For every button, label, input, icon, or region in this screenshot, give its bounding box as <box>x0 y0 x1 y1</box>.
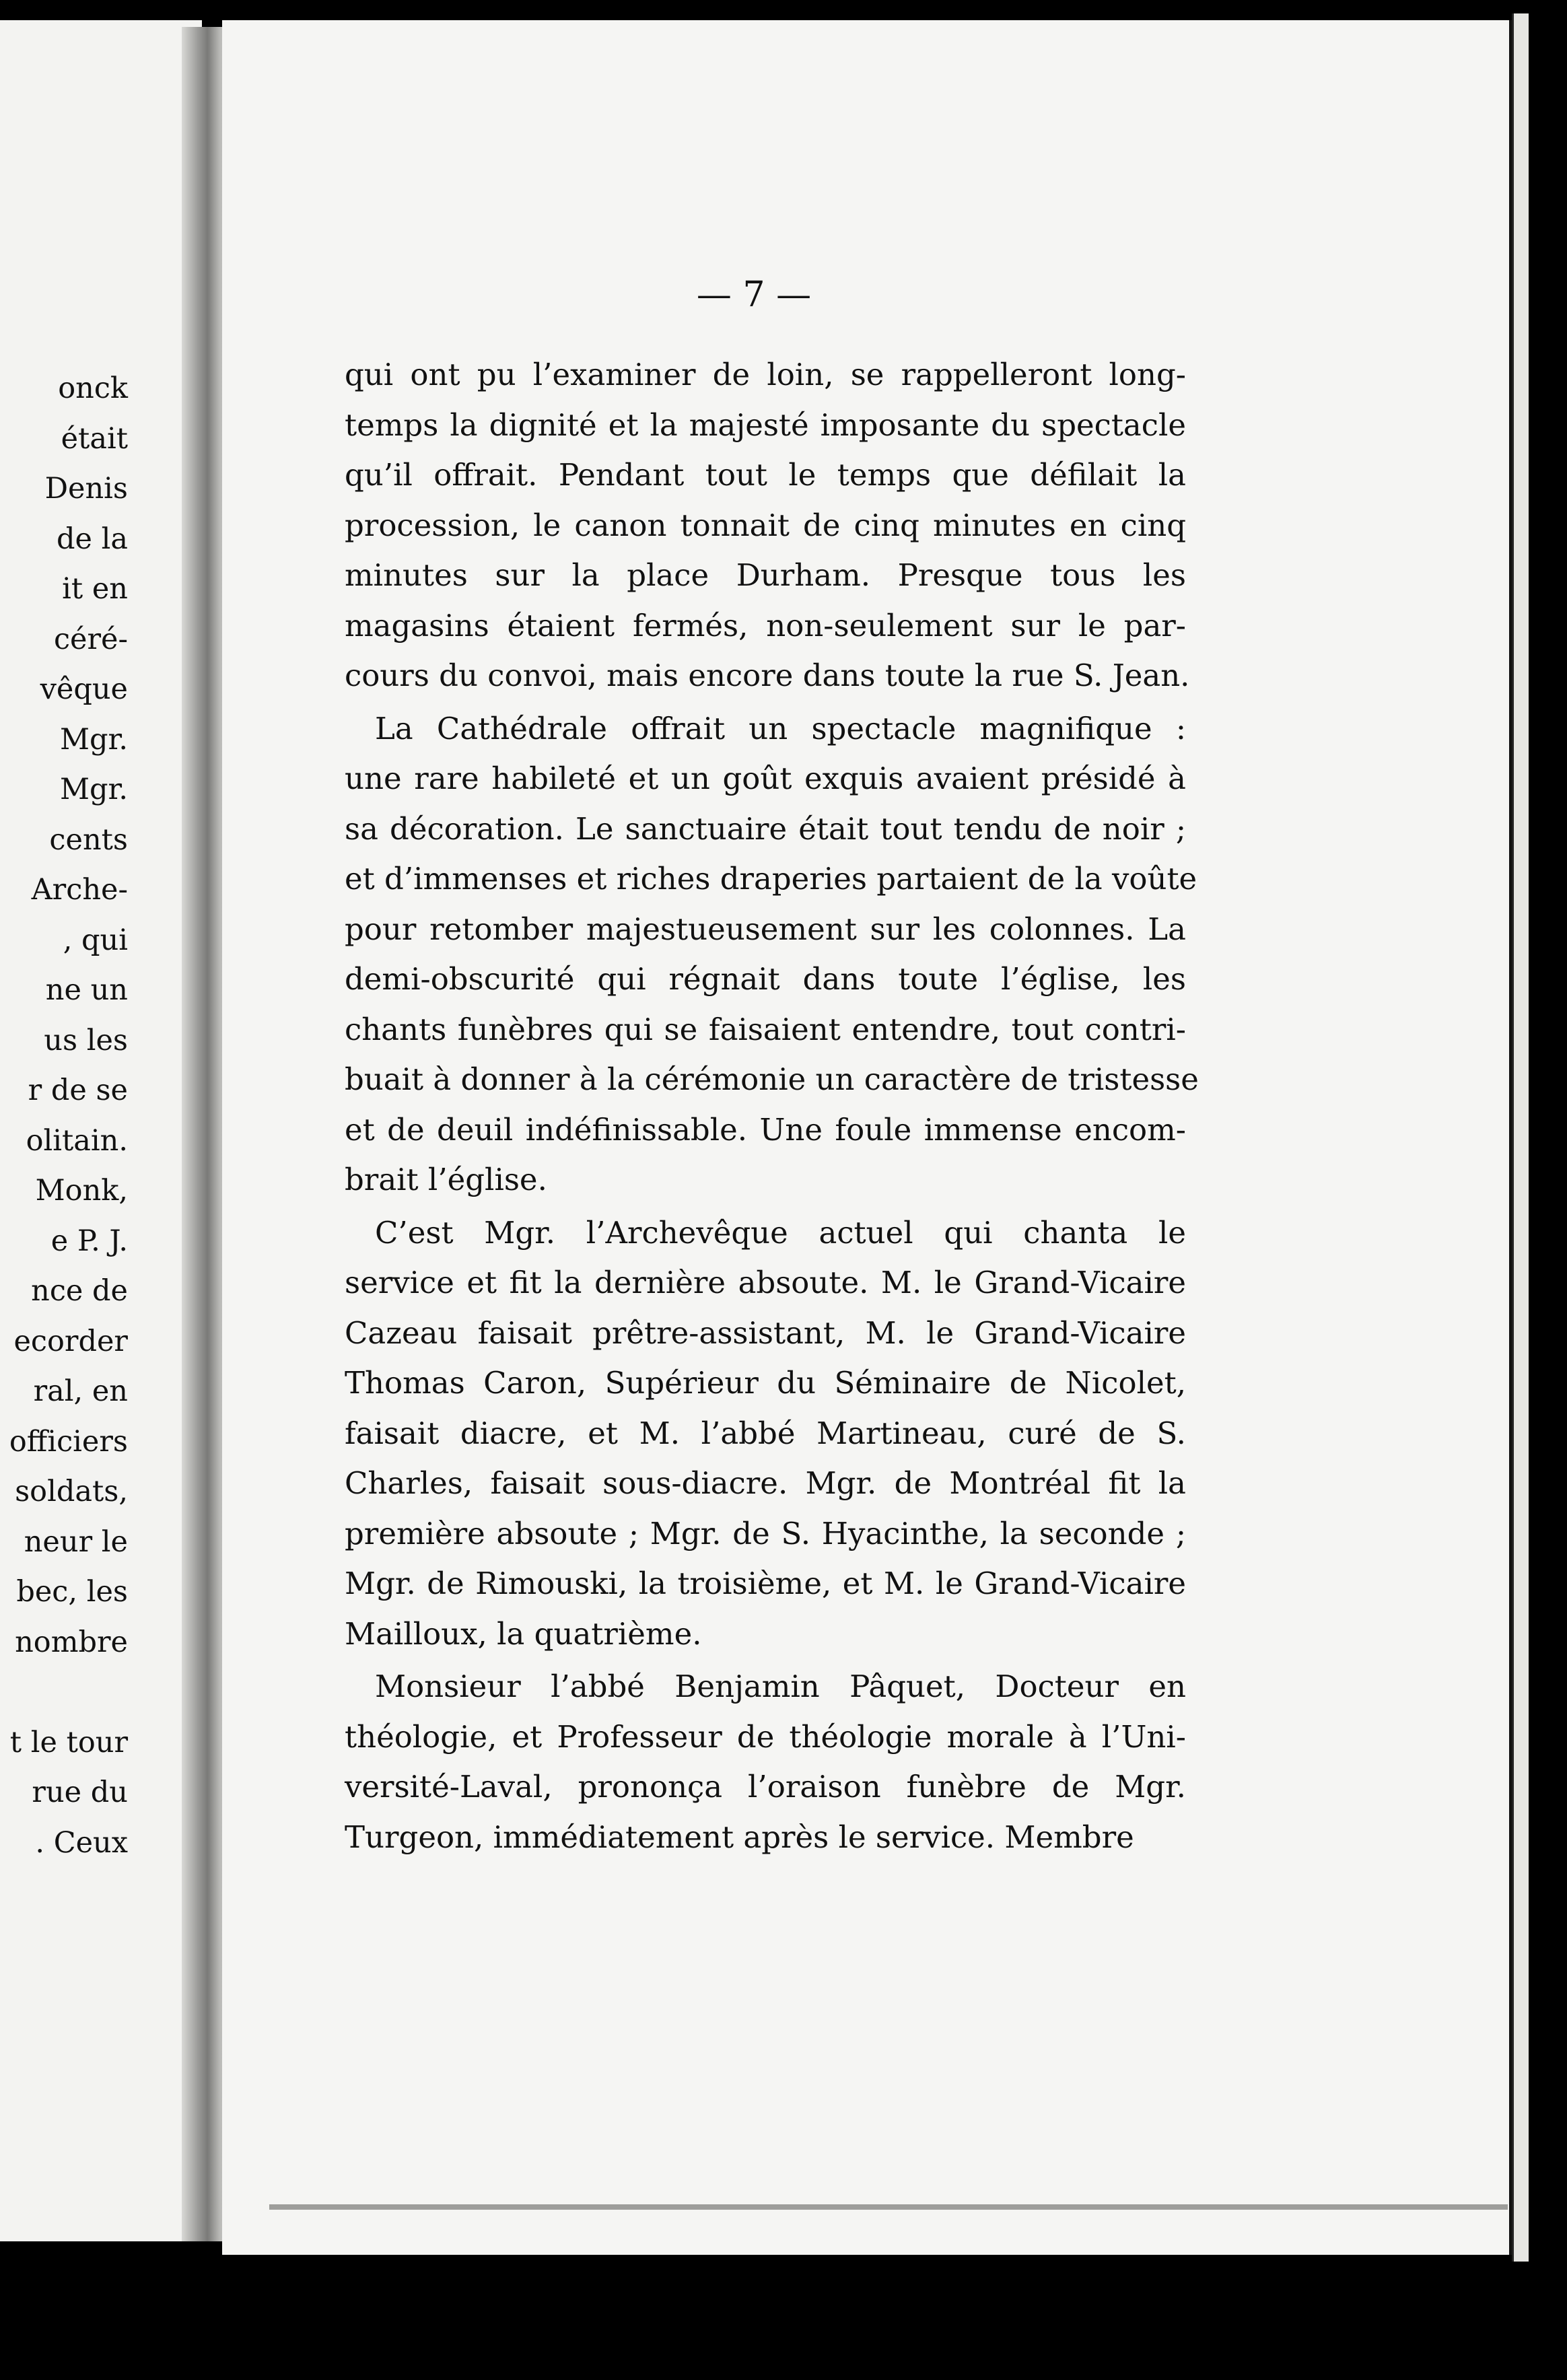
previous-page-line: , qui <box>63 923 128 957</box>
previous-page-line: nce de <box>31 1274 128 1308</box>
previous-page-line: Arche- <box>31 873 128 907</box>
previous-page-line: bec, les <box>16 1575 128 1609</box>
previous-page-line: de la <box>56 522 128 556</box>
text-line: Mailloux, la quatrième. <box>345 1615 702 1652</box>
text-line: temps la dignité et la majesté imposante du spectacle <box>345 407 1186 443</box>
text-line: minutes sur la place Durham. Presque tous les <box>345 557 1186 593</box>
text-line: brait l’église. <box>345 1162 547 1197</box>
previous-page-line: Mgr. <box>59 773 128 806</box>
previous-page-line: était <box>61 421 128 456</box>
previous-page-line: it en <box>62 572 128 606</box>
text-line: Turgeon, immédiatement après le service. Membre <box>345 1819 1134 1855</box>
text-line: Thomas Caron, Supérieur du Séminaire de Nicolet, <box>345 1365 1186 1401</box>
text-line: une rare habileté et un goût exquis avaient présidé à <box>345 761 1186 796</box>
previous-page-line: Monk, <box>35 1174 128 1208</box>
text-line: qui ont pu l’examiner de loin, se rappelleront long- <box>345 357 1186 392</box>
page-number: — 7 — <box>696 275 812 315</box>
text-line: première absoute ; Mgr. de S. Hyacinthe, la seconde ; <box>345 1515 1186 1551</box>
body-text <box>345 350 1199 1862</box>
previous-page-line: Mgr. <box>59 722 128 757</box>
previous-page-line: rue du <box>32 1776 128 1809</box>
previous-page-line: . Ceux <box>35 1825 128 1860</box>
previous-page-line <box>9 1667 128 1718</box>
text-line: Monsieur l’abbé Benjamin Pâquet, Docteur en <box>375 1669 1186 1704</box>
previous-page-line: cents <box>49 823 128 857</box>
text-line: magasins étaient fermés, non-seulement sur le par- <box>345 607 1186 643</box>
paragraph <box>345 704 1199 1205</box>
previous-page-line: Denis <box>44 472 128 505</box>
previous-page-line: onck <box>58 372 128 405</box>
paragraph <box>345 1662 1186 1862</box>
text-line: cours du convoi, mais encore dans toute la rue S. Jean. <box>345 658 1190 693</box>
text-line: pour retomber majestueusement sur les colonnes. La <box>345 911 1186 947</box>
previous-page-line: r de se <box>28 1074 128 1107</box>
text-line: sa décoration. Le sanctuaire était tout tendu de noir ; <box>345 810 1186 847</box>
previous-page-line: vêque <box>40 672 128 706</box>
paragraph <box>345 1208 1186 1660</box>
previous-page-line: soldats, <box>15 1475 128 1508</box>
text-line: théologie, et Professeur de théologie morale à l’Uni- <box>345 1718 1186 1755</box>
text-line: procession, le canon tonnait de cinq minutes en cinq <box>345 507 1186 543</box>
text-line: La Cathédrale offrait un spectacle magnifique : <box>375 710 1186 746</box>
text-line: buait à donner à la cérémonie un caractère de tristesse <box>345 1061 1199 1097</box>
previous-page-line: neur le <box>24 1525 128 1559</box>
text-line: et d’immenses et riches draperies partaient de la voûte <box>345 861 1197 897</box>
page-edge <box>1512 13 1529 2262</box>
previous-page-fragment <box>0 20 202 2241</box>
text-line: versité-Laval, prononça l’oraison funèbre de Mgr. <box>345 1769 1186 1805</box>
text-line: faisait diacre, et M. l’abbé Martineau, curé de S. <box>345 1415 1186 1451</box>
text-line: Cazeau faisait prêtre-assistant, M. le Grand-Vicaire <box>345 1315 1186 1351</box>
previous-page-line: ral, en <box>33 1374 128 1408</box>
previous-page-line: céré- <box>53 622 128 656</box>
previous-page-line: ecorder <box>13 1324 128 1358</box>
text-line: Mgr. de Rimouski, la troisième, et M. le Grand-Vicaire <box>345 1566 1186 1601</box>
previous-page-line: olitain. <box>26 1123 128 1158</box>
text-line: chants funèbres qui se faisaient entendre, tout contri- <box>345 1011 1186 1047</box>
previous-page-line: us les <box>44 1023 128 1057</box>
previous-page-line-ends <box>9 363 128 1868</box>
previous-page-line: t le tour <box>9 1725 128 1759</box>
previous-page-line: nombre <box>15 1625 128 1659</box>
text-line: qu’il offrait. Pendant tout le temps que défilait la <box>345 457 1186 493</box>
text-line: Charles, faisait sous-diacre. Mgr. de Montréal fit la <box>345 1465 1186 1501</box>
text-line: et de deuil indéfinissable. Une foule immense encom- <box>345 1111 1186 1148</box>
previous-page-line: ne un <box>45 973 128 1007</box>
page-bottom-edge <box>269 2204 1508 2210</box>
text-line: demi-obscurité qui régnait dans toute l’église, les <box>345 961 1186 997</box>
previous-page-line: officiers <box>9 1424 128 1459</box>
text-line: service et fit la dernière absoute. M. le Grand-Vicaire <box>345 1265 1186 1300</box>
previous-page-line: e P. J. <box>50 1224 128 1258</box>
text-line: C’est Mgr. l’Archevêque actuel qui chanta le <box>375 1214 1186 1251</box>
paragraph <box>345 350 1190 701</box>
